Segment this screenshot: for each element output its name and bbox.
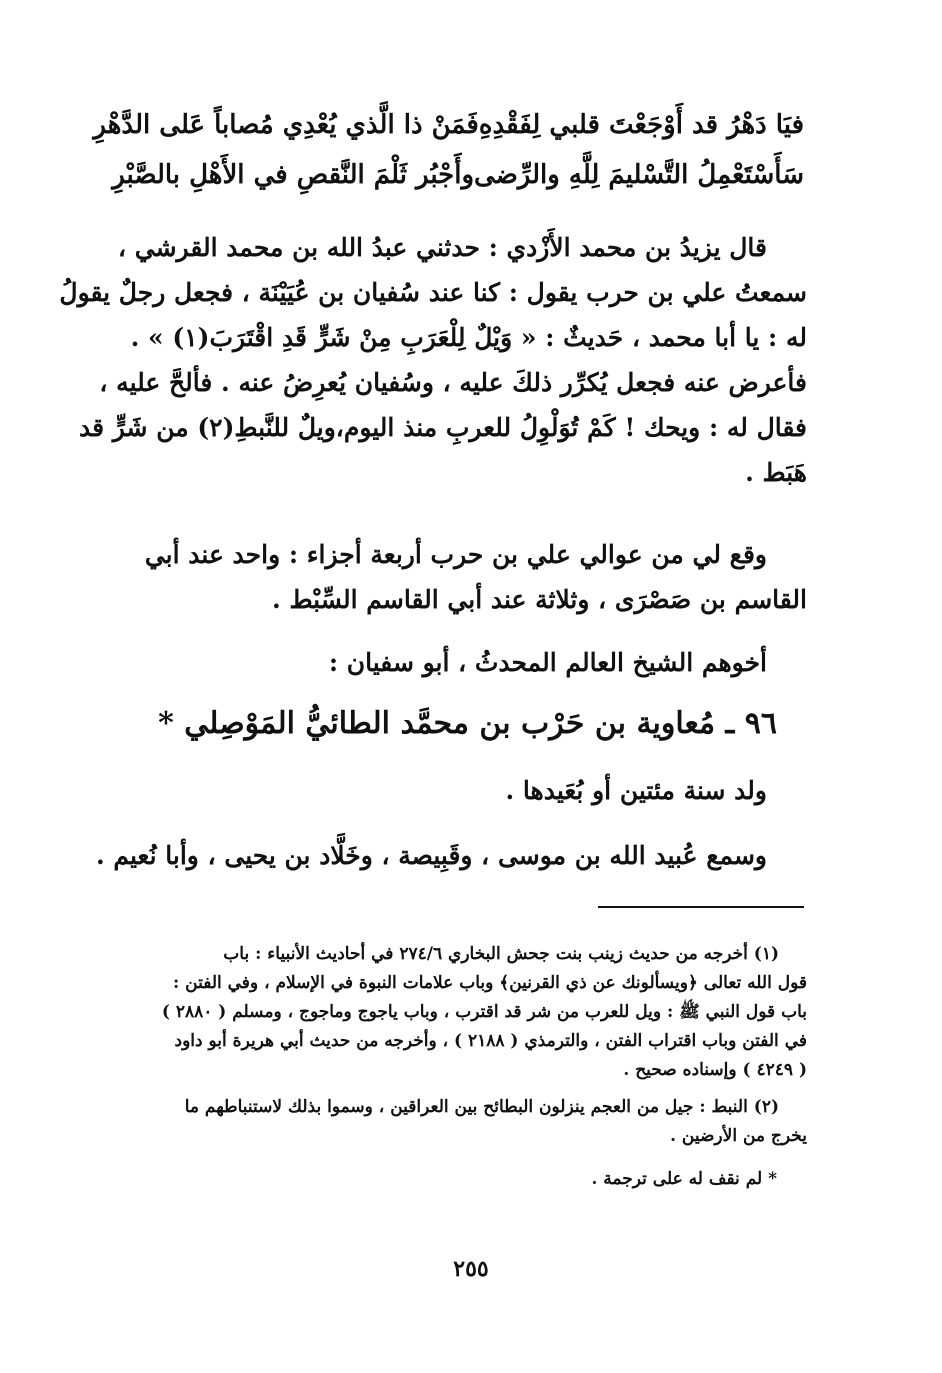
poem xyxy=(93,100,804,200)
text-line: فقال له : ويحك ! كَمْ تُوَلْوِلُ للعربِ منذ اليوم،ويلٌ للنَّبطِ(٢) من شَرٍّ قد xyxy=(78,413,807,442)
birth-paragraph xyxy=(137,768,807,813)
text-line: قال يزيدُ بن محمد الأَزْدي : حدثني عبدُ الله بن محمد القرشي ، xyxy=(118,233,767,262)
biography-footnote: * لم نقف له على ترجمة . xyxy=(591,1169,777,1189)
text-line: وقع لي من عوالي علي بن حرب أربعة أجزاء : واحد عند أبي xyxy=(144,540,767,569)
biography-heading: ٩٦ ـ مُعاوية بن حَرْب بن محمَّد الطائيُّ المَوْصِلي * xyxy=(158,706,777,741)
text-line: هَبَط . xyxy=(745,458,807,487)
text-line: وسمع عُبيد الله بن موسى ، وقَبِيصة ، وخَلَّاد بن يحيى ، وأبا نُعيم . xyxy=(95,841,767,870)
poem-second-hemistich: وأَجْبُر ثَلْمَ النَّقصِ في الأَهْلِ بالصَّبْرِ xyxy=(112,160,475,190)
poem-second-hemistich: فَمَنْ ذا الَّذي يُعْدِي مُصاباً عَلى الدَّهْرِ xyxy=(93,110,479,140)
poem-first-hemistich: فيَا دَهْرُ قد أَوْجَعْتَ قلبي لِفَقْدِهِ xyxy=(478,110,804,140)
teachers-paragraph xyxy=(95,833,807,878)
poem-line xyxy=(112,150,804,200)
brother-intro xyxy=(137,640,807,685)
transmission-paragraph xyxy=(137,532,807,622)
poem-first-hemistich: سَأَسْتَعْمِلُ التَّسْليمَ لِلَّهِ والرِّضى xyxy=(474,160,804,190)
footnote-line: باب قول النبي ﷺ : ويل للعرب من شر قد اقترب ، وباب ياجوج وماجوج ، ومسلم ( ٢٨٨٠ ) xyxy=(161,1002,807,1022)
text-line: فأعرض عنه فجعل يُكرِّر ذلكَ عليه ، وسُفيان يُعرِضُ عنه . فألحَّ عليه ، xyxy=(99,368,807,397)
footnotes xyxy=(127,940,807,1194)
text-line: ولد سنة مئتين أو بُعَيدها . xyxy=(505,776,767,805)
footnote-separator xyxy=(598,906,804,908)
text-line: القاسم بن صَصْرَى ، وثلاثة عند أبي القاسم السِّبْط . xyxy=(272,585,807,614)
text-line: أخوهم الشيخ العالم المحدثُ ، أبو سفيان : xyxy=(328,648,767,677)
poem-line xyxy=(93,100,804,150)
text-line: له : يا أبا محمد ، حَديثٌ : « وَيْلٌ لِلْعَرَبِ مِنْ شَرٍّ قَدِ اقْتَرَبَ(١) » . xyxy=(130,323,807,352)
footnote-line: ( ٤٢٤٩ ) وإسناده صحيح . xyxy=(623,1060,807,1080)
narration-paragraph xyxy=(59,225,807,495)
footnote-line: في الفتن وباب اقتراب الفتن ، والترمذي ( ٢١٨٨ ) ، وأخرجه من حديث أبي هريرة أبو داود xyxy=(174,1031,807,1051)
page-number: ٢٥٥ xyxy=(453,1256,489,1282)
footnote-line: قول الله تعالى ﴿ويسألونك عن ذي القرنين﴾ وباب علامات النبوة في الإسلام ، وفي الفتن : xyxy=(172,973,807,993)
footnote-line: (١) أخرجه من حديث زينب بنت جحش البخاري ٢٧٤/٦ في أحاديث الأنبياء : باب xyxy=(223,944,779,964)
footnote-line: يخرج من الأرضين . xyxy=(670,1126,807,1146)
text-line: سمعتُ علي بن حرب يقول : كنا عند سُفيان بن عُيَيْنَة ، فجعل رجلٌ يقولُ xyxy=(59,278,807,307)
footnote-line: (٢) النبط : جيل من العجم ينزلون البطائح بين العراقين ، وسموا بذلك لاستنباطهم ما xyxy=(184,1097,779,1117)
